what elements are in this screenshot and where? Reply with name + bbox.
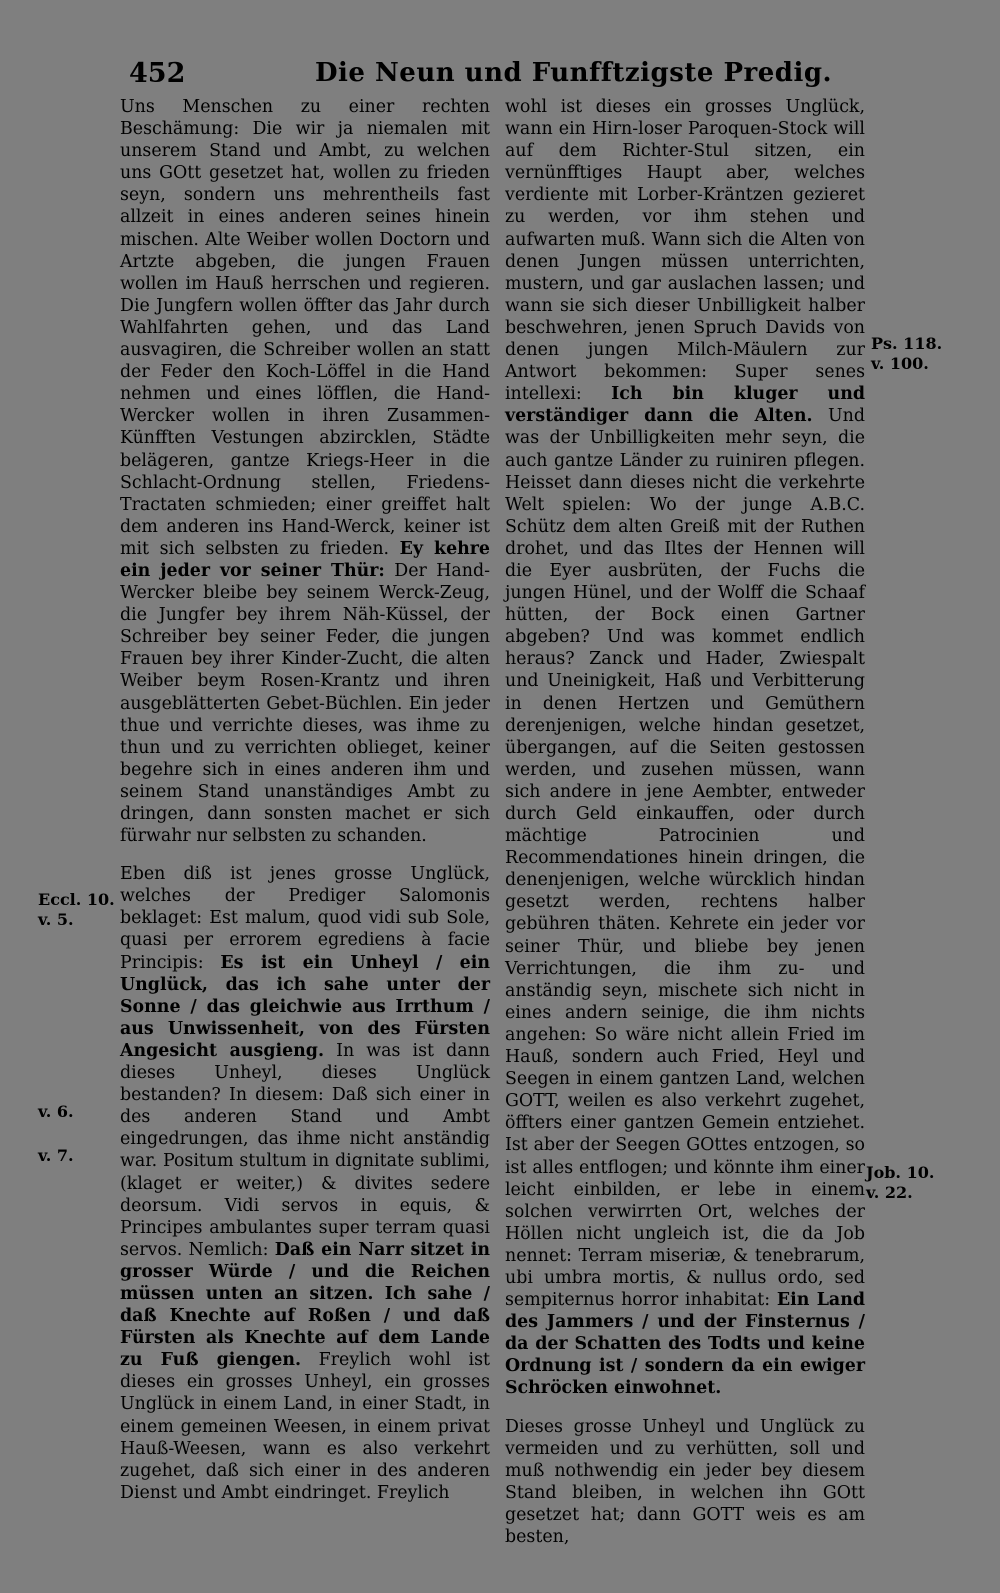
running-head: Die Neun und Funfftzigste Predig.	[315, 58, 833, 88]
left-column	[120, 96, 490, 1504]
left-p2-text-2: In was ist dann dieses Unheyl, dieses Unglück bestanden? In diesem: Daß sich einer in des anderen Stand und Ambt eingedrungen, das ihme nicht anständig war. Positum stultum in dignitate sublimi, (klaget er weiter,) & divites sedere deorsum. Vidi servos in equis, & Principes ambulantes super terram quasi servos. Nemlich:	[120, 1040, 490, 1260]
right-column	[505, 96, 865, 1548]
right-p2-text-1: Dieses grosse Unheyl und Unglück zu vermeiden und zu verhütten, soll und muß nothwendig ein jeder bey diesem Stand bleiben, in welchen ihn GOtt gesetzet hat; dann GOTT weis es am besten,	[505, 1416, 865, 1547]
margin-note-verse-6: v. 6.	[38, 1102, 74, 1121]
left-p1-emphasis-1: Ey kehre ein jeder vor seiner Thür:	[120, 538, 491, 581]
left-p2-text-1: Eben diß ist jenes grosse Unglück, welches der Prediger Salomonis beklaget: Est malum, quod vidi sub Sole, quasi per errorem egrediens à facie Principis:	[120, 864, 490, 973]
right-p1-text-2: Und was der Unbilligkeiten mehr seyn, die auch gantze Länder zu ruiniren pflegen. Heisset dann dieses nicht die verkehrte Welt spielen: Wo der junge A.B.C. Schütz dem alten Greiß mit der Ruthen drohet, und das Iltes der Hennen will die Eyer ausbrüten, der Fuchs die jungen Hünel, und der Wolff die Schaaf hütten, der Bock einen Gartner abgeben? Und was kommet endlich heraus? Zanck und Hader, Zwiespalt und Uneinigkeit, Haß und Verbitterung in denen Hertzen und Gemüthern derenjenigen, welche hindan gesetzet, übergangen, auf die Seiten gestossen werden, und zusehen müssen, wann sich andere in jene Aembter, entweder durch Geld einkauffen, oder durch mächtige Patrocinien und Recommendationes hinein dringen, die denenjenigen, welche würcklich hindan gesetzt werden, rechtens halber gebühren thäten. Kehrete ein jeder vor seiner Thür, und bliebe bey jenen Verrichtungen, die ihm zu- und anständig seyn, mischete sich nicht in eines andern seinige, die ihm nichts angehen: So wäre nicht allein Fried im Hauß, sondern auch Fried, Heyl und Seegen in einem gantzen Land, welchen GOTT, weilen es also verkehrt zugehet, öffters einer gantzen Gemein entziehet. Ist aber der Seegen GOttes entzogen, so ist alles entflogen; und könnte ihm einer leicht einbilden, er lebe in einem solchen verwirrten Ort, welches der Höllen nicht ungleich ist, die da Job nennet: Terram miseriæ, & tenebrarum, ubi umbra mortis, & nullus ordo, sed sempiternus horror inhabitat:	[505, 406, 866, 1311]
left-paragraph-2	[120, 863, 490, 1504]
left-p2-text-3: Freylich wohl ist dieses ein grosses Unheyl, ein grosses Unglück in einem Land, in einer Stadt, in einem gemeinen Weesen, in einem privat Hauß-Weesen, wann es also verkehrt zugehet, daß sich einer in des anderen Dienst und Ambt eindringet. Freylich	[120, 1350, 490, 1503]
margin-note-verse-7: v. 7.	[38, 1146, 74, 1165]
right-p1-text-1: wohl ist dieses ein grosses Unglück, wann ein Hirn-loser Paroquen-Stock will auf dem Richter-Stul sitzen, ein vernünfftiges Haupt aber, welches verdiente mit Lorber-Kräntzen gezieret zu werden, vor ihm stehen und aufwarten muß. Wann sich die Alten von denen Jungen müssen unterrichten, mustern, und gar auslachen lassen; und wann sie sich dieser Unbilligkeit halber beschwehren, jenen Spruch Davids von denen jungen Milch-Mäulern zur Antwort bekommen: Super senes intellexi:	[505, 97, 865, 405]
margin-note-eccl-verse: v. 5.	[38, 910, 74, 929]
margin-note-job-verse: v. 22.	[866, 1183, 913, 1202]
right-p1-emphasis-2: Ein Land des Jammers / und der Finsternus / da der Schatten des Todts und keine Ordnung ist / sondern da ein ewiger Schröcken einwohnet.	[505, 1290, 865, 1399]
left-p2-emphasis-2: Daß ein Narr sitzet in grosser Würde / und die Reichen müssen unten an sitzen. Ich sahe / daß Knechte auf Roßen / und daß Fürsten als Knechte auf dem Lande zu Fuß giengen.	[120, 1239, 490, 1371]
left-p1-text-1: Uns Menschen zu einer rechten Beschämung: Die wir ja niemalen mit unserem Stand und Ambt, zu welchen uns GOtt gesetzet hat, wollen zu frieden seyn, sondern uns mehrentheils fast allzeit in eines anderen seines hinein mischen. Alte Weiber wollen Doctorn und Artzte abgeben, die jungen Frauen wollen im Hauß herrschen und regieren. Die Jungfern wollen öffter das Jahr durch Wahlfahrten gehen, und das Land ausvagiren, die Schreiber wollen an statt der Feder den Koch-Löffel in die Hand nehmen und eines löfflen, die Hand-Wercker wollen in ihren Zusammen-Künfften Vestungen abzircklen, Städte belägeren, gantze Kriegs-Heer in die Schlacht-Ordnung stellen, Friedens-Tractaten schmieden; einer greiffet halt dem anderen ins Hand-Werck, keiner ist mit sich selbsten zu frieden.	[120, 97, 490, 559]
margin-note-job	[866, 1163, 934, 1203]
margin-note-ecclesiastes	[38, 890, 115, 930]
page-number: 452	[129, 58, 186, 89]
margin-note-psalm-ref: Ps. 118.	[871, 334, 943, 353]
right-paragraph-2	[505, 1416, 865, 1549]
right-p1-emphasis-1: Ich bin kluger und verständiger dann die Alten.	[505, 384, 866, 427]
margin-note-job-ref: Job. 10.	[866, 1163, 935, 1182]
margin-note-eccl-ref: Eccl. 10.	[38, 890, 115, 909]
margin-note-psalm	[871, 334, 942, 374]
margin-note-psalm-verse: v. 100.	[871, 354, 929, 373]
left-p2-emphasis-1: Es ist ein Unheyl / ein Unglück, das ich sahe unter der Sonne / das gleichwie aus Irrthum / aus Unwissenheit, von des Fürsten Angesicht ausgieng.	[120, 952, 490, 1061]
left-paragraph-1	[120, 96, 490, 847]
right-paragraph-1	[505, 96, 865, 1400]
left-p1-text-2: Der Hand-Wercker bleibe bey seinem Werck-Zeug, die Jungfer bey ihrem Näh-Küssel, der Schreiber bey seiner Feder, die jungen Frauen bey ihrer Kinder-Zucht, die alten Weiber beym Rosen-Krantz und ihren ausgeblätterten Gebet-Büchlen. Ein jeder thue und verrichte dieses, was ihme zu thun und zu verrichten oblieget, keiner begehre sich in eines anderen ihm und seinem Stand unanständiges Ambt zu dringen, dann sonsten machet er sich fürwahr nur selbsten zu schanden.	[120, 560, 490, 847]
